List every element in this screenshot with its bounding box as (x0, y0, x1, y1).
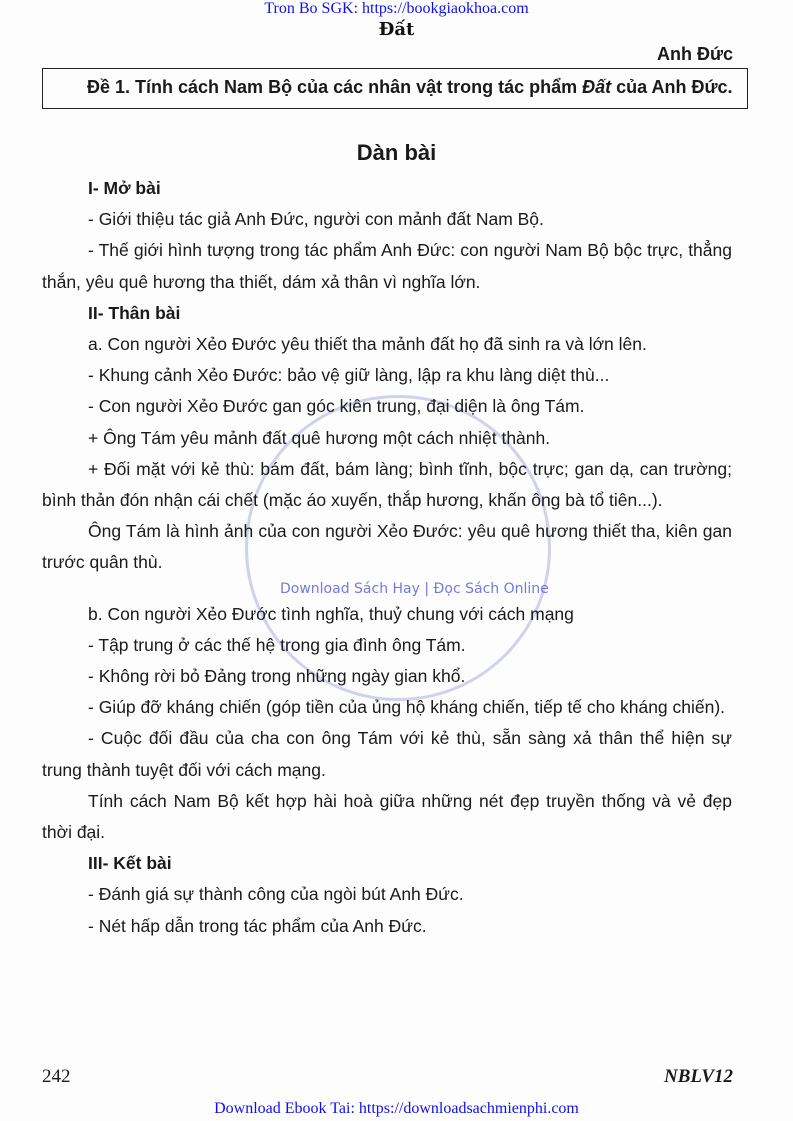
outline-paragraph: - Tập trung ở các thế hệ trong gia đình ông Tám. (88, 634, 466, 655)
outline-paragraph: Ông Tám là hình ảnh của con người Xẻo Đước: yêu quê hương thiết tha, kiên gan trước quân thù. (42, 521, 732, 573)
center-watermark: Download Sách Hay | Đọc Sách Online (280, 580, 549, 597)
outline-paragraph: - Giới thiệu tác giả Anh Đức, người con mảnh đất Nam Bộ. (88, 209, 544, 230)
page-number: 242 (42, 1066, 71, 1087)
outline-paragraph: a. Con người Xẻo Đước yêu thiết tha mảnh đất họ đã sinh ra và lớn lên. (88, 334, 647, 355)
section-heading: III- Kết bài (88, 853, 172, 874)
outline-paragraph: + Ông Tám yêu mảnh đất quê hương một cách nhiệt thành. (88, 427, 551, 448)
outline-paragraph: - Nét hấp dẫn trong tác phẩm của Anh Đức. (88, 915, 427, 936)
outline-paragraph: - Giúp đỡ kháng chiến (góp tiền của ủng hộ kháng chiến, tiếp tế cho kháng chiến). (88, 697, 726, 718)
outline-paragraph: - Đánh giá sự thành công của ngòi bút Anh Đức. (88, 884, 464, 905)
prompt-number: Đề 1. (87, 77, 131, 97)
outline-paragraph: b. Con người Xẻo Đước tình nghĩa, thuỷ chung với cách mạng (88, 603, 574, 624)
outline-paragraph: - Con người Xẻo Đước gan góc kiên trung, đại diện là ông Tám. (88, 396, 585, 417)
series-label: NBLV12 (664, 1066, 733, 1087)
outline-paragraph: - Không rời bỏ Đảng trong những ngày gian khổ. (88, 666, 466, 687)
prompt-text-end: của Anh Đức. (611, 77, 733, 97)
prompt-work-title: Đất (582, 77, 612, 97)
section-heading: II- Thân bài (88, 302, 181, 323)
essay-prompt-box (42, 68, 748, 109)
outline-paragraph: + Đối mặt với kẻ thù: bám đất, bám làng; bình tĩnh, bộc trực; gan dạ, can trường; bình thản đón nhận cái chết (mặc áo xuyến, thắp hương, khấn ông bà tổ tiên...). (42, 458, 732, 511)
outline-body (42, 173, 732, 942)
section-heading: I- Mở bài (88, 178, 161, 198)
outline-paragraph: - Khung cảnh Xẻo Đước: bảo vệ giữ làng, lập ra khu làng diệt thù... (88, 365, 610, 386)
top-watermark-link[interactable]: Tron Bo SGK: https://bookgiaokhoa.com (264, 0, 529, 17)
outline-paragraph: - Cuộc đối đầu của cha con ông Tám với kẻ thù, sẵn sàng xả thân thể hiện sự trung thành tuyệt đối với cách mạng. (42, 728, 732, 780)
author-name: Anh Đức (656, 44, 733, 64)
prompt-text: Tính cách Nam Bộ của các nhân vật trong tác phẩm (130, 77, 583, 97)
running-title: Đất (378, 19, 415, 40)
outline-paragraph: - Thế giới hình tượng trong tác phẩm Anh Đức: con người Nam Bộ bộc trực, thẳng thắn, yêu quê hương tha thiết, dám xả thân vì nghĩa lớn. (42, 240, 732, 292)
outline-paragraph: Tính cách Nam Bộ kết hợp hài hoà giữa những nét đẹp truyền thống và vẻ đẹp thời đại. (42, 790, 732, 843)
outline-title: Dàn bài (356, 140, 437, 165)
bottom-watermark-link[interactable]: Download Ebook Tai: https://downloadsachmienphi.com (214, 1100, 579, 1117)
